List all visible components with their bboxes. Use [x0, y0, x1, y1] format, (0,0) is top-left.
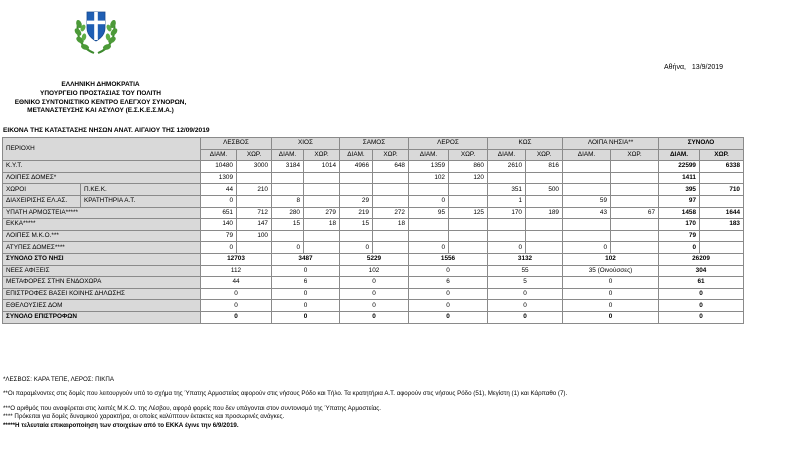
table-row [3, 277, 744, 289]
island-header: ΚΩΣ [488, 138, 563, 150]
table-cell: 29 [340, 195, 373, 207]
table-cell: 712 [237, 207, 272, 219]
footnote: **** Πρόκειται για δομές δυναμικού χαρακτήρα, οι οποίες καλύπτουν έκτακτες και προσωρινές ανάγκες. [3, 413, 285, 421]
table-cell: 0 [201, 195, 237, 207]
island-header: ΣΑΜΟΣ [340, 138, 409, 150]
table-cell: 0 [563, 288, 659, 300]
table-cell: 3184 [272, 161, 304, 173]
table-cell [373, 184, 409, 196]
table-cell: 95 [409, 207, 449, 219]
table-cell: 0 [340, 300, 409, 312]
table-cell: 0 [272, 288, 340, 300]
table-cell [526, 219, 563, 231]
date-value: 13/9/2019 [691, 64, 724, 71]
table-cell: 140 [201, 219, 237, 231]
table-cell [611, 184, 659, 196]
table-cell: 100 [237, 230, 272, 242]
table-cell: 79 [659, 230, 700, 242]
header-line-center: ΕΘΝΙΚΟ ΣΥΝΤΟΝΙΣΤΙΚΟ ΚΕΝΤΡΟ ΕΛΕΓΧΟΥ ΣΥΝΟΡΩΝ, [14, 98, 187, 106]
table-cell: 18 [304, 219, 340, 231]
header-line-center-cont: ΜΕΤΑΝΑΣΤΕΥΣΗΣ ΚΑΙ ΑΣΥΛΟΥ (Ε.Σ.Κ.Ε.Σ.Μ.Α.) [27, 107, 174, 115]
table-cell: 0 [409, 288, 488, 300]
ministry-header [3, 81, 198, 116]
table-cell: 55 [488, 265, 563, 277]
table-row [3, 230, 744, 242]
table-cell: 26209 [659, 253, 744, 265]
table-cell [237, 242, 272, 254]
footnote: ***Ο αριθμός που αναφέρεται στις λοιπές Μ.Κ.Ο. της Λέσβου, αφορά φορείς που δεν υπάγονται στον συντονισμό της Ύπατης Αρμοστείας. [3, 404, 381, 412]
sub-diam: ΔΙΑΜ. [340, 149, 373, 161]
table-cell [700, 172, 744, 184]
table-cell: 79 [201, 230, 237, 242]
footnote: **Οι παραμένοντες στις δομές που λειτουργούν υπό το σχήμα της Ύπατης Αρμοστείας αφορούν στις νήσους Ρόδο και Τήλο. Τα κρατητήρια Α.Τ. αφορούν στις νήσους Ρόδο (51), Μεγίστη (1) και Κάρπαθο (7). [3, 390, 568, 398]
row-label: ΕΚΚΑ***** [3, 219, 201, 231]
table-cell: 0 [659, 300, 744, 312]
row-label: ΜΕΤΑΦΟΡΕΣ ΣΤΗΝ ΕΝΔΟΧΩΡΑ [3, 277, 201, 289]
table-row [3, 195, 744, 207]
row-label: ΛΟΙΠΕΣ ΔΟΜΕΣ* [3, 172, 201, 184]
table-cell: 0 [659, 242, 700, 254]
document-date [660, 64, 723, 71]
table-cell [449, 219, 488, 231]
table-cell: 0 [409, 242, 449, 254]
table-cell: 6 [409, 277, 488, 289]
table-cell: 0 [488, 242, 526, 254]
table-row [3, 172, 744, 184]
table-cell: 67 [611, 207, 659, 219]
row-label: Κ.Υ.Τ. [3, 161, 201, 173]
table-row [3, 288, 744, 300]
sub-diam: ΔΙΑΜ. [488, 149, 526, 161]
row-label: ΝΕΕΣ ΑΦΙΞΕΙΣ [3, 265, 201, 277]
sub-diam: ΔΙΑΜ. [659, 149, 700, 161]
table-cell: 210 [237, 184, 272, 196]
table-cell [611, 195, 659, 207]
table-cell [611, 242, 659, 254]
table-cell: 0 [409, 300, 488, 312]
table-cell: 102 [409, 172, 449, 184]
table-row [3, 253, 744, 265]
table-cell [700, 195, 744, 207]
row-label: ΥΠΑΤΗ ΑΡΜΟΣΤΕΙΑ***** [3, 207, 201, 219]
table-cell: 651 [201, 207, 237, 219]
table-cell: 3000 [237, 161, 272, 173]
row-label: ΕΠΙΣΤΡΟΦΕΣ ΒΑΣΕΙ ΚΟΙΝΗΣ ΔΗΛΩΣΗΣ [3, 288, 201, 300]
table-cell: 0 [201, 242, 237, 254]
table-cell [611, 161, 659, 173]
table-cell: 219 [340, 207, 373, 219]
table-cell: 0 [340, 311, 409, 323]
table-cell: 120 [449, 172, 488, 184]
table-cell: 1411 [659, 172, 700, 184]
sub-chor: ΧΩΡ. [304, 149, 340, 161]
table-cell: 0 [340, 277, 409, 289]
table-cell: 0 [272, 242, 304, 254]
sub-chor: ΧΩΡ. [526, 149, 563, 161]
table-cell: 10480 [201, 161, 237, 173]
report-title: ΕΙΚΟΝΑ ΤΗΣ ΚΑΤΑΣΤΑΣΗΣ ΝΗΣΩΝ ΑΝΑΤ. ΑΙΓΑΙΟΥ ΤΗΣ 12/09/2019 [3, 127, 210, 134]
table-cell: 304 [659, 265, 744, 277]
sub-chor: ΧΩΡ. [373, 149, 409, 161]
table-cell: 0 [272, 300, 340, 312]
table-cell [373, 172, 409, 184]
table-cell [563, 230, 611, 242]
row-label: ΛΟΙΠΕΣ Μ.Κ.Ο.*** [3, 230, 201, 242]
table-cell: 0 [488, 311, 563, 323]
table-cell: 125 [449, 207, 488, 219]
table-cell: 0 [201, 288, 272, 300]
table-cell: 18 [373, 219, 409, 231]
island-header: ΛΕΣΒΟΣ [201, 138, 272, 150]
table-cell [526, 230, 563, 242]
table-cell: 102 [340, 265, 409, 277]
table-cell: 1309 [201, 172, 237, 184]
table-cell: 0 [201, 300, 272, 312]
sub-diam: ΔΙΑΜ. [409, 149, 449, 161]
table-row [3, 161, 744, 173]
table-cell [340, 184, 373, 196]
table-row [3, 207, 744, 219]
table-cell: 1644 [700, 207, 744, 219]
table-cell: 0 [488, 300, 563, 312]
footnotes [3, 376, 788, 430]
row-label: ΕΘΕΛΟΥΣΙΕΣ ΔΟΜ [3, 300, 201, 312]
table-cell: 1014 [304, 161, 340, 173]
table-cell [304, 172, 340, 184]
footnote: *****Η τελευταία επικαιροποίηση των στοιχείων από το ΕΚΚΑ έγινε την 6/9/2019. [3, 421, 239, 429]
table-cell: 710 [700, 184, 744, 196]
table-cell: 43 [563, 207, 611, 219]
table-cell [272, 184, 304, 196]
table-row [3, 242, 744, 254]
table-cell [449, 242, 488, 254]
table-cell [272, 230, 304, 242]
sub-chor: ΧΩΡ. [700, 149, 744, 161]
table-cell: 500 [526, 184, 563, 196]
table-cell: 6 [272, 277, 340, 289]
table-cell [373, 242, 409, 254]
table-cell: 35 (Οινούσσες) [563, 265, 659, 277]
table-cell [304, 195, 340, 207]
header-line-country: ΕΛΛΗΝΙΚΗ ΔΗΜΟΚΡΑΤΙΑ [61, 81, 140, 88]
table-cell: 0 [201, 311, 272, 323]
table-cell: 59 [563, 195, 611, 207]
sub-diam: ΔΙΑΜ. [272, 149, 304, 161]
sub-chor: ΧΩΡ. [611, 149, 659, 161]
island-header: ΧΙΟΣ [272, 138, 340, 150]
sub-diam: ΔΙΑΜ. [563, 149, 611, 161]
table-cell: 4966 [340, 161, 373, 173]
table-cell: 0 [340, 288, 409, 300]
table-cell [563, 172, 611, 184]
table-cell: 189 [526, 207, 563, 219]
table-cell: 395 [659, 184, 700, 196]
island-header: ΛΕΡΟΣ [409, 138, 488, 150]
table-cell [488, 172, 526, 184]
table-cell [611, 230, 659, 242]
table-cell: 1556 [409, 253, 488, 265]
row-label: ΣΥΝΟΛΟ ΣΤΟ ΝΗΣΙ [3, 253, 201, 265]
table-cell: 816 [526, 161, 563, 173]
table-cell: 170 [488, 207, 526, 219]
table-cell [700, 242, 744, 254]
table-cell: 112 [201, 265, 272, 277]
greek-coat-of-arms-emblem [73, 6, 119, 56]
table-header-row [3, 138, 744, 150]
table-cell [237, 195, 272, 207]
table-cell [409, 219, 449, 231]
table-cell [563, 184, 611, 196]
total-header: ΣΥΝΟΛΟ [659, 138, 744, 150]
table-cell [272, 172, 304, 184]
island-header: ΛΟΙΠΑ ΝΗΣΙΑ** [563, 138, 659, 150]
table-cell [373, 195, 409, 207]
table-cell: 0 [272, 265, 340, 277]
table-cell: 3487 [272, 253, 340, 265]
row-group-label: ΔΙΑΧΕΙΡΙΣΗΣ ΕΛ.ΑΣ. [3, 195, 81, 207]
row-label: ΣΥΝΟΛΟ ΕΠΙΣΤΡΟΦΩΝ [3, 311, 201, 323]
table-cell: 1359 [409, 161, 449, 173]
table-cell: 44 [201, 277, 272, 289]
table-cell [488, 230, 526, 242]
table-row [3, 311, 744, 323]
table-cell: 0 [409, 311, 488, 323]
table-row [3, 265, 744, 277]
table-cell: 22599 [659, 161, 700, 173]
table-cell: 0 [659, 288, 744, 300]
date-city: Αθήνα, [664, 64, 686, 71]
table-cell: 147 [237, 219, 272, 231]
table-cell: 12703 [201, 253, 272, 265]
table-cell [611, 219, 659, 231]
table-cell [611, 172, 659, 184]
table-cell: 0 [563, 277, 659, 289]
table-cell [700, 230, 744, 242]
table-cell [340, 230, 373, 242]
islands-statistics-table [2, 137, 744, 324]
table-cell [304, 242, 340, 254]
table-cell: 0 [272, 311, 340, 323]
table-cell: 0 [563, 242, 611, 254]
sub-chor: ΧΩΡ. [237, 149, 272, 161]
table-cell: 0 [563, 300, 659, 312]
table-cell [373, 230, 409, 242]
table-cell [563, 219, 611, 231]
table-cell: 102 [563, 253, 659, 265]
table-cell: 15 [272, 219, 304, 231]
header-line-ministry: ΥΠΟΥΡΓΕΙΟ ΠΡΟΣΤΑΣΙΑΣ ΤΟΥ ΠΟΛΙΤΗ [39, 89, 161, 97]
table-cell: 0 [659, 311, 744, 323]
table-cell: 860 [449, 161, 488, 173]
table-cell [526, 195, 563, 207]
table-cell: 61 [659, 277, 744, 289]
table-cell: 648 [373, 161, 409, 173]
table-cell [409, 184, 449, 196]
table-cell [526, 242, 563, 254]
table-cell: 2610 [488, 161, 526, 173]
table-cell: 44 [201, 184, 237, 196]
table-cell [526, 172, 563, 184]
table-cell [449, 195, 488, 207]
table-cell: 15 [340, 219, 373, 231]
row-label: ΚΡΑΤΗΤΗΡΙΑ Α.Τ. [81, 195, 201, 207]
table-cell: 1 [488, 195, 526, 207]
table-cell: 5229 [340, 253, 409, 265]
table-cell: 170 [659, 219, 700, 231]
table-cell: 0 [563, 311, 659, 323]
table-cell [304, 230, 340, 242]
shield-with-cross [87, 12, 105, 41]
table-cell [409, 230, 449, 242]
footnote: *ΛΕΣΒΟΣ: ΚΑΡΑ ΤΕΠΕ, ΛΕΡΟΣ: ΠΙΚΠΑ [3, 376, 114, 383]
table-cell: 0 [340, 242, 373, 254]
table-cell: 0 [409, 265, 488, 277]
table-cell [449, 230, 488, 242]
table-cell [237, 172, 272, 184]
table-cell [488, 219, 526, 231]
table-row [3, 184, 744, 196]
table-cell: 6338 [700, 161, 744, 173]
table-cell: 279 [304, 207, 340, 219]
table-cell [340, 172, 373, 184]
table-cell: 3132 [488, 253, 563, 265]
table-cell: 5 [488, 277, 563, 289]
table-cell: 1458 [659, 207, 700, 219]
table-cell: 97 [659, 195, 700, 207]
table-cell [449, 184, 488, 196]
table-cell: 0 [409, 195, 449, 207]
table-cell: 0 [488, 288, 563, 300]
table-cell: 183 [700, 219, 744, 231]
region-header: ΠΕΡΙΟΧΗ [3, 138, 201, 161]
table-cell: 8 [272, 195, 304, 207]
table-row [3, 300, 744, 312]
row-group-label: ΧΩΡΟΙ [3, 184, 81, 196]
table-cell [304, 184, 340, 196]
sub-chor: ΧΩΡ. [449, 149, 488, 161]
table-row [3, 219, 744, 231]
row-label: ΑΤΥΠΕΣ ΔΟΜΕΣ**** [3, 242, 201, 254]
table-cell [563, 161, 611, 173]
table-cell: 272 [373, 207, 409, 219]
sub-diam: ΔΙΑΜ. [201, 149, 237, 161]
table-cell: 351 [488, 184, 526, 196]
table-cell: 280 [272, 207, 304, 219]
row-label: Π.ΚΕ.Κ. [81, 184, 201, 196]
